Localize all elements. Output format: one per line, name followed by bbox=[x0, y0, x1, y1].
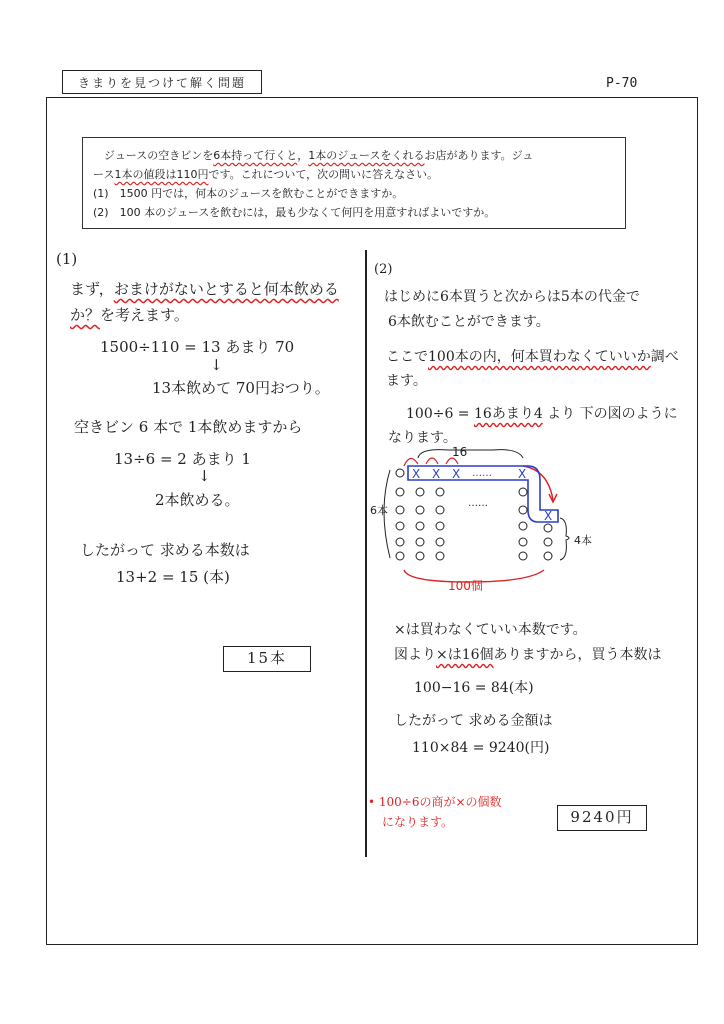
problem-statement bbox=[82, 137, 626, 229]
part2-line-6: なります。 bbox=[388, 430, 457, 446]
part1-calc-2: 13÷6 = 2 あまり 1 bbox=[114, 450, 251, 468]
part1-label: (1) bbox=[56, 250, 78, 268]
part2-calc-1: 100−16 = 84(本) bbox=[414, 680, 534, 696]
page-number: P-70 bbox=[606, 76, 638, 91]
part1-result-1: 13本飲めて 70円おつり。 bbox=[152, 379, 330, 397]
bottom-count-label: 100個 bbox=[448, 579, 483, 593]
problem-underlined: 6本持って行くと bbox=[213, 149, 298, 162]
problem-line-2 bbox=[93, 165, 615, 184]
red-arrow-icon bbox=[404, 458, 418, 466]
part1-calc-3: 13+2 = 15 (本) bbox=[116, 568, 230, 586]
part1-text: まず， bbox=[70, 280, 114, 298]
problem-text: ， bbox=[297, 149, 309, 162]
part2-calc-2: 110×84 = 9240(円) bbox=[412, 740, 550, 756]
question-2: (2) 100 本のジュースを飲むには，最も少なくて何円を用意すればよいですか。 bbox=[93, 206, 496, 219]
part1-note: 空きビン 6 本で 1本飲めますから bbox=[74, 418, 303, 436]
problem-underlined: 1本のジュースをくれる bbox=[308, 149, 425, 162]
part2-line-4: ます。 bbox=[386, 373, 427, 389]
problem-line-1 bbox=[93, 146, 615, 165]
x-mark: X bbox=[544, 509, 553, 523]
x-mark: X bbox=[432, 467, 441, 481]
part1-intro-line2 bbox=[70, 304, 189, 325]
part2-text: ありますから，買う本数は bbox=[493, 647, 662, 663]
column-divider bbox=[365, 250, 367, 857]
left-count-label: 6本 bbox=[370, 504, 388, 517]
dots-label: …… bbox=[468, 498, 488, 509]
down-arrow-icon: ↓ bbox=[210, 356, 223, 374]
part1-intro-line1 bbox=[70, 278, 339, 299]
worksheet-title: きまりを見つけて解く問題 bbox=[62, 70, 262, 94]
part2-text: 図より bbox=[394, 647, 436, 663]
x-mark: X bbox=[412, 467, 421, 481]
part2-note-line-1: • 100÷6の商が×の個数 bbox=[368, 795, 502, 809]
part1-conclusion: したがって 求める本数は bbox=[80, 541, 250, 559]
problem-text: です。これについて，次の問いに答えなさい。 bbox=[208, 168, 439, 181]
part2-explain-1: ×は買わなくていい本数です。 bbox=[394, 622, 587, 638]
part2-text: より 下の図のように bbox=[542, 406, 678, 422]
question-1: (1) 1500 円では，何本のジュースを飲むことができますか。 bbox=[93, 187, 404, 200]
dots-label: …… bbox=[472, 468, 492, 479]
problem-text: ース bbox=[93, 168, 115, 181]
part1-calc-1: 1500÷110 = 13 あまり 70 bbox=[100, 338, 295, 356]
part2-conclusion: したがって 求める金額は bbox=[394, 713, 553, 729]
top-count-brace bbox=[418, 450, 523, 458]
part2-underlined: ×は16個 bbox=[436, 647, 494, 663]
problem-text: お店があります。ジュ bbox=[424, 149, 534, 162]
part2-text: ここで bbox=[386, 349, 428, 365]
part2-text: 100÷6 = bbox=[406, 406, 474, 422]
top-count-label: 16 bbox=[452, 445, 468, 459]
part1-text: を考えます。 bbox=[100, 306, 189, 324]
problem-underlined: 1本の値段は110円 bbox=[114, 168, 209, 181]
right-count-label: 4本 bbox=[574, 534, 592, 547]
part1-underlined: か？ bbox=[70, 306, 101, 324]
part2-underlined: 100本の内，何本買わなくていいか bbox=[428, 349, 651, 365]
right-brace bbox=[560, 518, 569, 560]
down-arrow-icon: ↓ bbox=[198, 467, 211, 485]
part2-label: (2) bbox=[374, 262, 393, 277]
part1-result-2: 2本飲める。 bbox=[155, 491, 240, 509]
part2-line-2: 6本飲むことができます。 bbox=[388, 314, 550, 330]
part2-line-1: はじめに6本買うと次からは5本の代金で bbox=[384, 289, 640, 305]
part2-line-5 bbox=[406, 403, 678, 423]
part2-note-line-2: になります。 bbox=[382, 815, 454, 829]
bottle-diagram bbox=[368, 440, 618, 595]
x-mark: X bbox=[518, 467, 527, 481]
part1-answer-box: 15本 bbox=[223, 646, 311, 672]
x-mark: X bbox=[452, 467, 461, 481]
part1-underlined: おまけがないとすると何本飲める bbox=[113, 280, 339, 298]
red-arrow-icon bbox=[426, 458, 438, 464]
part2-line-3 bbox=[386, 346, 679, 366]
part2-explain-2 bbox=[394, 644, 662, 664]
part2-answer-box: 9240円 bbox=[557, 805, 647, 831]
part2-text: 調べ bbox=[650, 349, 679, 365]
problem-text: ジュースの空きビンを bbox=[104, 149, 214, 162]
part2-underlined: 16あまり4 bbox=[474, 406, 543, 422]
